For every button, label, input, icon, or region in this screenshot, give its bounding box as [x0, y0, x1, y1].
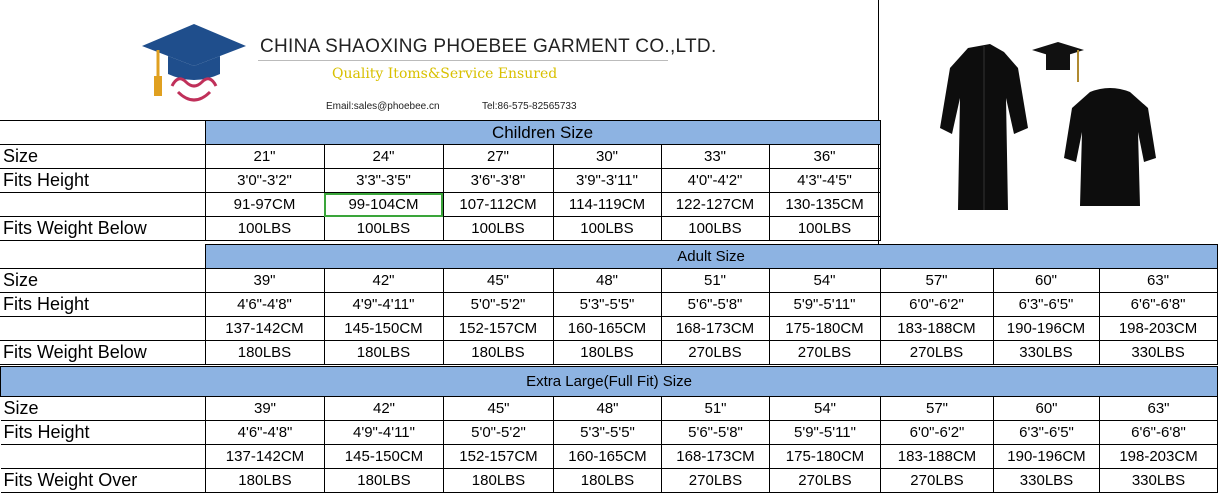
- cm-cell: 183-188CM: [880, 317, 993, 341]
- weight-cell: 100LBS: [443, 217, 553, 241]
- cm-cell: 190-196CM: [994, 445, 1100, 469]
- height-cell: 4'3"-4'5": [769, 169, 880, 193]
- size-cell: 51": [662, 397, 770, 421]
- cm-cell: 152-157CM: [443, 317, 553, 341]
- weight-cell: 180LBS: [325, 469, 444, 493]
- height-cell: 6'0"-6'2": [880, 293, 993, 317]
- height-cell: 5'3"-5'5": [554, 421, 662, 445]
- size-cell: 54": [770, 397, 881, 421]
- graduation-gown-image: [940, 38, 1170, 218]
- extra-title: Extra Large(Full Fit) Size: [1, 367, 1218, 397]
- size-cell: 48": [553, 269, 661, 293]
- weight-cell: 270LBS: [769, 341, 880, 365]
- extra-size-row: [1, 397, 1218, 421]
- company-logo-icon: [138, 16, 250, 112]
- size-cell: 24": [324, 145, 443, 169]
- weight-cell: 180LBS: [205, 341, 324, 365]
- cm-cell: 168-173CM: [661, 317, 769, 341]
- row-label-size: Size: [1, 397, 206, 421]
- children-cm-row: [0, 193, 880, 217]
- weight-cell: 270LBS: [662, 469, 770, 493]
- size-cell: 39": [206, 397, 325, 421]
- height-cell: 4'6"-4'8": [206, 421, 325, 445]
- extra-height-row: [1, 421, 1218, 445]
- height-cell: 6'6"-6'8": [1100, 421, 1218, 445]
- weight-cell: 100LBS: [661, 217, 769, 241]
- weight-cell: 270LBS: [770, 469, 881, 493]
- cm-cell: 175-180CM: [770, 445, 881, 469]
- extra-weight-row: [1, 469, 1218, 493]
- size-cell: 45": [443, 269, 553, 293]
- children-size-row: [0, 145, 880, 169]
- size-cell: 60": [993, 269, 1099, 293]
- weight-cell: 100LBS: [205, 217, 324, 241]
- row-label-weight: Fits Weight Below: [0, 217, 205, 241]
- height-cell: 5'3"-5'5": [553, 293, 661, 317]
- row-label-weight: Fits Weight Over: [1, 469, 206, 493]
- size-cell: 33": [661, 145, 769, 169]
- contact-tel: Tel:86-575-82565733: [482, 101, 577, 112]
- size-cell: 30": [553, 145, 661, 169]
- row-label-size: Size: [0, 269, 205, 293]
- adult-cm-row: [0, 317, 1217, 341]
- height-cell: 6'0"-6'2": [881, 421, 994, 445]
- weight-cell: 270LBS: [661, 341, 769, 365]
- contact-email: Email:sales@phoebee.cn: [326, 101, 440, 112]
- adult-height-row: [0, 293, 1217, 317]
- height-cell: 6'3"-6'5": [994, 421, 1100, 445]
- height-cell: 4'9"-4'11": [325, 421, 444, 445]
- company-name: CHINA SHAOXING PHOEBEE GARMENT CO.,LTD.: [260, 36, 717, 57]
- extra-title-row: [1, 367, 1218, 397]
- row-label-height: Fits Height: [0, 169, 205, 193]
- height-cell: 5'9"-5'11": [770, 421, 881, 445]
- size-cell: 42": [325, 397, 444, 421]
- children-title: Children Size: [205, 121, 880, 145]
- size-cell: 57": [880, 269, 993, 293]
- adult-title-row: [0, 245, 1217, 269]
- row-label-weight: Fits Weight Below: [0, 341, 205, 365]
- cm-cell: 145-150CM: [325, 445, 444, 469]
- cm-cell: 160-165CM: [554, 445, 662, 469]
- cm-cell: 175-180CM: [769, 317, 880, 341]
- size-cell: 21": [205, 145, 324, 169]
- height-cell: 5'6"-5'8": [661, 293, 769, 317]
- cm-cell: 122-127CM: [661, 193, 769, 217]
- cm-cell: 130-135CM: [769, 193, 880, 217]
- height-cell: 3'3"-3'5": [324, 169, 443, 193]
- height-cell: 4'0"-4'2": [661, 169, 769, 193]
- cm-cell: 137-142CM: [205, 317, 324, 341]
- weight-cell: 270LBS: [880, 341, 993, 365]
- weight-cell: 180LBS: [553, 341, 661, 365]
- height-cell: 4'6"-4'8": [205, 293, 324, 317]
- children-height-row: [0, 169, 880, 193]
- size-cell: 48": [554, 397, 662, 421]
- size-cell: 36": [769, 145, 880, 169]
- size-cell: 42": [324, 269, 443, 293]
- height-cell: 5'6"-5'8": [662, 421, 770, 445]
- cm-cell: 107-112CM: [443, 193, 553, 217]
- row-label-height: Fits Height: [0, 293, 205, 317]
- cm-cell: 198-203CM: [1099, 317, 1217, 341]
- cm-cell: 160-165CM: [553, 317, 661, 341]
- children-weight-row: [0, 217, 880, 241]
- company-underline: [258, 60, 668, 61]
- cm-cell: 91-97CM: [205, 193, 324, 217]
- selected-cm-cell[interactable]: 99-104CM: [324, 193, 443, 217]
- height-cell: 3'6"-3'8": [443, 169, 553, 193]
- cm-cell: 114-119CM: [553, 193, 661, 217]
- adult-size-table: [0, 244, 1218, 365]
- size-cell: 45": [444, 397, 554, 421]
- weight-cell: 330LBS: [1100, 469, 1218, 493]
- height-cell: 6'6"-6'8": [1099, 293, 1217, 317]
- weight-cell: 180LBS: [554, 469, 662, 493]
- weight-cell: 180LBS: [443, 341, 553, 365]
- weight-cell: 100LBS: [553, 217, 661, 241]
- size-cell: 63": [1099, 269, 1217, 293]
- weight-cell: 330LBS: [994, 469, 1100, 493]
- weight-cell: 180LBS: [444, 469, 554, 493]
- adult-weight-row: [0, 341, 1217, 365]
- height-cell: 3'9"-3'11": [553, 169, 661, 193]
- weight-cell: 270LBS: [881, 469, 994, 493]
- children-title-row: [0, 121, 880, 145]
- size-cell: 51": [661, 269, 769, 293]
- weight-cell: 180LBS: [324, 341, 443, 365]
- cm-cell: 137-142CM: [206, 445, 325, 469]
- company-slogan: Quality Itoms&Service Ensured: [332, 66, 558, 82]
- cm-cell: 183-188CM: [881, 445, 994, 469]
- size-cell: 54": [769, 269, 880, 293]
- extra-large-size-table: [0, 366, 1218, 493]
- cm-cell: 190-196CM: [993, 317, 1099, 341]
- adult-size-row: [0, 269, 1217, 293]
- size-cell: 57": [881, 397, 994, 421]
- weight-cell: 330LBS: [993, 341, 1099, 365]
- height-cell: 4'9"-4'11": [324, 293, 443, 317]
- height-cell: 6'3"-6'5": [993, 293, 1099, 317]
- extra-cm-row: [1, 445, 1218, 469]
- cm-cell: 145-150CM: [324, 317, 443, 341]
- adult-title: Adult Size: [205, 245, 1217, 269]
- weight-cell: 100LBS: [324, 217, 443, 241]
- row-label-size: Size: [0, 145, 205, 169]
- row-label-height: Fits Height: [1, 421, 206, 445]
- height-cell: 5'0"-5'2": [443, 293, 553, 317]
- cm-cell: 198-203CM: [1100, 445, 1218, 469]
- weight-cell: 330LBS: [1099, 341, 1217, 365]
- weight-cell: 100LBS: [769, 217, 880, 241]
- height-cell: 3'0"-3'2": [205, 169, 324, 193]
- weight-cell: 180LBS: [206, 469, 325, 493]
- size-cell: 39": [205, 269, 324, 293]
- size-cell: 27": [443, 145, 553, 169]
- height-cell: 5'9"-5'11": [769, 293, 880, 317]
- height-cell: 5'0"-5'2": [444, 421, 554, 445]
- children-size-table: [0, 120, 881, 241]
- cm-cell: 152-157CM: [444, 445, 554, 469]
- size-cell: 60": [994, 397, 1100, 421]
- cm-cell: 168-173CM: [662, 445, 770, 469]
- size-cell: 63": [1100, 397, 1218, 421]
